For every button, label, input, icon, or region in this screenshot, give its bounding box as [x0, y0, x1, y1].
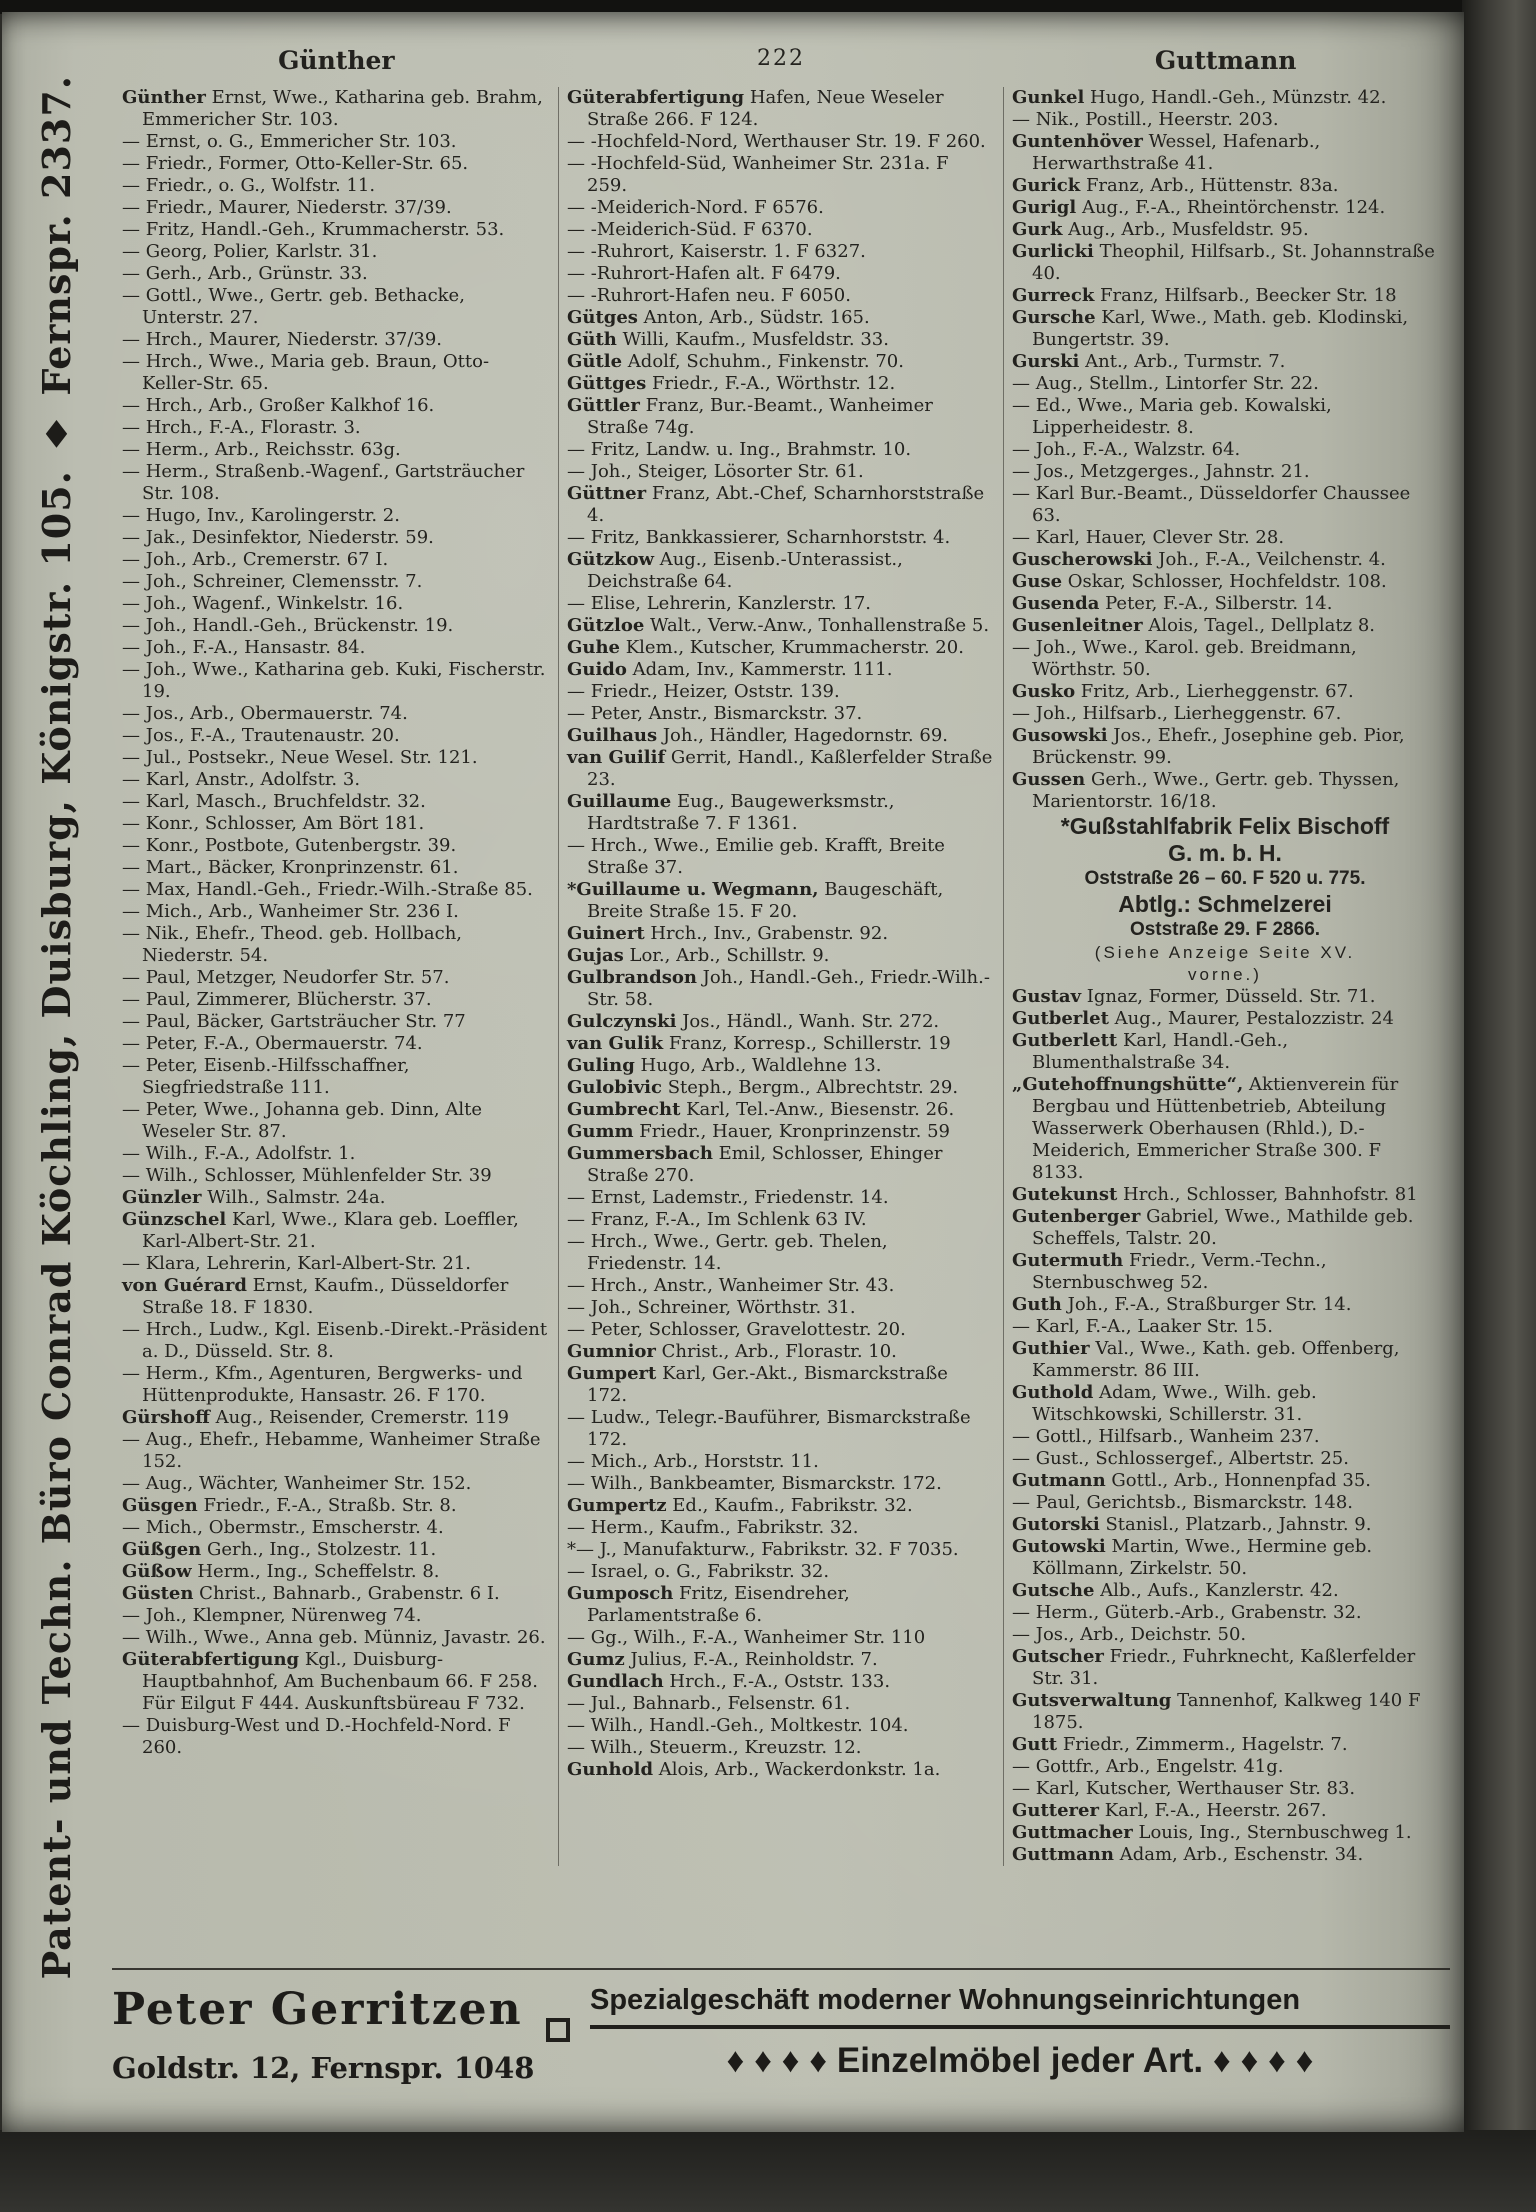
directory-entry: — Joh., F.-A., Hansastr. 84.: [122, 637, 366, 658]
advert-gerritzen: [112, 1984, 542, 2085]
directory-entry: Gumm Friedr., Hauer, Kronprinzenstr. 59: [567, 1121, 950, 1142]
directory-entry: Gujas Lor., Arb., Schillstr. 9.: [567, 945, 830, 966]
directory-entry: — -Ruhrort-Hafen alt. F 6479.: [567, 263, 841, 284]
entry-surname: Gusko: [1012, 681, 1076, 702]
entry-surname: Gutmann: [1012, 1470, 1106, 1491]
directory-entry: Guillaume Eug., Baugewerksmstr., Hardtstraße 7. F 1361.: [567, 791, 895, 834]
entry-surname: Gujas: [567, 945, 624, 966]
directory-entry: Gurick Franz, Arb., Hüttenstr. 83a.: [1012, 175, 1339, 196]
directory-entry: Guling Hugo, Arb., Waldlehne 13.: [567, 1055, 882, 1076]
directory-entry: Gunkel Hugo, Handl.-Geh., Münzstr. 42.: [1012, 87, 1387, 108]
directory-entry: — -Meiderich-Süd. F 6370.: [567, 219, 813, 240]
directory-entry: — Aug., Stellm., Lintorfer Str. 22.: [1012, 373, 1319, 394]
entry-surname: Guinert: [567, 923, 645, 944]
directory-entry: — Friedr., o. G., Wolfstr. 11.: [122, 175, 376, 196]
entry-surname: Gutowski: [1012, 1536, 1106, 1557]
directory-entry: — Jos., Metzgerges., Jahnstr. 21.: [1012, 461, 1310, 482]
directory-entry: Gutberlett Karl, Handl.-Geh., Blumenthalstraße 34.: [1012, 1030, 1289, 1073]
directory-entry: Güsgen Friedr., F.-A., Straßb. Str. 8.: [122, 1495, 457, 1516]
directory-entry: — Max, Handl.-Geh., Friedr.-Wilh.-Straße 85.: [122, 879, 533, 900]
directory-entry: Gusenleitner Alois, Tagel., Dellplatz 8.: [1012, 615, 1376, 636]
directory-entry: — Herm., Kfm., Agenturen, Bergwerks- und Hüttenprodukte, Hansastr. 26. F 170.: [122, 1363, 523, 1406]
directory-entry: Gütges Anton, Arb., Südstr. 165.: [567, 307, 870, 328]
entry-surname: Güterabfertigung: [122, 1649, 300, 1670]
directory-entry: Güßow Herm., Ing., Scheffelstr. 8.: [122, 1561, 440, 1582]
advert-gerritzen-address: Goldstr. 12, Fernspr. 1048: [112, 2051, 535, 2085]
entry-surname: Gussen: [1012, 769, 1086, 790]
entry-surname: Gumbrecht: [567, 1099, 681, 1120]
directory-entry: *— J., Manufakturw., Fabrikstr. 32. F 7035.: [567, 1539, 959, 1560]
entry-surname: Gutsche: [1012, 1580, 1095, 1601]
directory-column: [558, 87, 1003, 1866]
directory-entry: Gutermuth Friedr., Verm.-Techn., Sternbuschweg 52.: [1012, 1250, 1327, 1293]
entry-surname: Guscherowski: [1012, 549, 1153, 570]
directory-entry: — Paul, Zimmerer, Blücherstr. 37.: [122, 989, 432, 1010]
directory-entry: — Hugo, Inv., Karolingerstr. 2.: [122, 505, 400, 526]
directory-entry: Guthier Val., Wwe., Kath. geb. Offenberg, Kammerstr. 86 III.: [1012, 1338, 1400, 1381]
directory-entry: Gumbrecht Karl, Tel.-Anw., Biesenstr. 26.: [567, 1099, 955, 1120]
directory-entry: — Peter, Schlosser, Gravelottestr. 20.: [567, 1319, 906, 1340]
entry-surname: Oststraße 29. F 2866.: [1129, 919, 1321, 940]
entry-surname: Gulobivic: [567, 1077, 662, 1098]
page-content: [114, 46, 1448, 1866]
directory-entry: van Gulik Franz, Korresp., Schillerstr. 19: [567, 1033, 951, 1054]
directory-entry: — -Hochfeld-Süd, Wanheimer Str. 231a. F 259.: [567, 153, 949, 196]
side-advertisement: [2, 76, 110, 1978]
directory-entry: — Gottl., Wwe., Gertr. geb. Bethacke, Unterstr. 27.: [122, 285, 465, 328]
entry-surname: Guido: [567, 659, 627, 680]
directory-entry: — Herm., Güterb.-Arb., Grabenstr. 32.: [1012, 1602, 1362, 1623]
entry-surname: Abtlg.: Schmelzerei: [1118, 891, 1332, 917]
entry-surname: Guilhaus: [567, 725, 658, 746]
directory-entry: — Jos., Arb., Obermauerstr. 74.: [122, 703, 408, 724]
directory-entry: — Karl, Kutscher, Werthauser Str. 83.: [1012, 1778, 1356, 1799]
directory-entry: Gutsverwaltung Tannenhof, Kalkweg 140 F 1875.: [1012, 1690, 1421, 1733]
entry-surname: Gurigl: [1012, 197, 1077, 218]
entry-surname: Gurk: [1012, 219, 1063, 240]
entry-surname: Günther: [122, 87, 206, 108]
entry-surname: Gütges: [567, 307, 638, 328]
entry-surname: Guhe: [567, 637, 620, 658]
entry-surname: Gurlicki: [1012, 241, 1094, 262]
entry-surname: Günzler: [122, 1187, 202, 1208]
side-advertisement-text: Patent- und Techn. Büro Conrad Köchling, Duisburg, Königstr. 105. ♦ Fernspr. 2337.: [33, 74, 79, 1980]
directory-entry: — Hrch., Wwe., Gertr. geb. Thelen, Friedenstr. 14.: [567, 1231, 888, 1274]
directory-entry: Guttmann Adam, Arb., Eschenstr. 34.: [1012, 1844, 1364, 1865]
directory-entry: — Wilh., Steuerm., Kreuzstr. 12.: [567, 1737, 862, 1758]
directory-entry: — Ernst, Lademstr., Friedenstr. 14.: [567, 1187, 889, 1208]
directory-entry: — Peter, F.-A., Obermauerstr. 74.: [122, 1033, 423, 1054]
directory-entry: — Friedr., Heizer, Oststr. 139.: [567, 681, 840, 702]
directory-page: [2, 12, 1464, 2132]
directory-entry: — Joh., Schreiner, Clemensstr. 7.: [122, 571, 423, 592]
entry-surname: Gutberlett: [1012, 1030, 1118, 1051]
directory-entry: Gursche Karl, Wwe., Math. geb. Klodinski, Bungertstr. 39.: [1012, 307, 1409, 350]
entry-surname: Guttmann: [1012, 1844, 1114, 1865]
directory-entry: — Konr., Schlosser, Am Bört 181.: [122, 813, 425, 834]
entry-surname: Gurski: [1012, 351, 1080, 372]
directory-entry: — Karl, F.-A., Laaker Str. 15.: [1012, 1316, 1273, 1337]
directory-entry: Gusenda Peter, F.-A., Silberstr. 14.: [1012, 593, 1333, 614]
directory-entry: — Nik., Ehefr., Theod. geb. Hollbach, Niederstr. 54.: [122, 923, 463, 966]
entry-surname: Guse: [1012, 571, 1063, 592]
directory-entry: Gurk Aug., Arb., Musfeldstr. 95.: [1012, 219, 1309, 240]
directory-entry: Gutscher Friedr., Fuhrknecht, Kaßlerfelder Str. 31.: [1012, 1646, 1416, 1689]
directory-entry: — Wilh., Handl.-Geh., Moltkestr. 104.: [567, 1715, 909, 1736]
entry-surname: Güth: [567, 329, 617, 350]
directory-entry: Günzler Wilh., Salmstr. 24a.: [122, 1187, 386, 1208]
directory-entry: Guthold Adam, Wwe., Wilh. geb. Witschkowski, Schillerstr. 31.: [1012, 1382, 1317, 1425]
entry-surname: Gützkow: [567, 549, 654, 570]
directory-entry: — Gg., Wilh., F.-A., Wanheimer Str. 110: [567, 1627, 926, 1648]
directory-entry: Gutterer Karl, F.-A., Heerstr. 267.: [1012, 1800, 1327, 1821]
entry-surname: Gumz: [567, 1649, 625, 1670]
directory-entry: — Fritz, Bankkassierer, Scharnhorststr. 4.: [567, 527, 951, 548]
directory-entry: Gutsche Alb., Aufs., Kanzlerstr. 42.: [1012, 1580, 1339, 1601]
entry-surname: Güttner: [567, 483, 647, 504]
directory-entry: Güth Willi, Kaufm., Musfeldstr. 33.: [567, 329, 889, 350]
directory-entry: — Karl, Masch., Bruchfeldstr. 32.: [122, 791, 426, 812]
directory-entry: — Hrch., Wwe., Maria geb. Braun, Otto-Keller-Str. 65.: [122, 351, 490, 394]
entry-surname: Gurick: [1012, 175, 1081, 196]
directory-entry: — Hrch., Anstr., Wanheimer Str. 43.: [567, 1275, 895, 1296]
directory-entry: [1012, 840, 1438, 867]
directory-entry: — Nik., Postill., Heerstr. 203.: [1012, 109, 1279, 130]
directory-entry: — Ludw., Telegr.-Bauführer, Bismarckstraße 172.: [567, 1407, 971, 1450]
entry-surname: Guttmacher: [1012, 1822, 1133, 1843]
entry-surname: Gütle: [567, 351, 623, 372]
entry-surname: Gutberlet: [1012, 1008, 1109, 1029]
directory-entry: — Joh., Klempner, Nürenweg 74.: [122, 1605, 422, 1626]
directory-entry: — Fritz, Handl.-Geh., Krummacherstr. 53.: [122, 219, 505, 240]
scan-edge-right: [1462, 0, 1536, 2212]
directory-entry: Gützkow Aug., Eisenb.-Unterassist., Deichstraße 64.: [567, 549, 903, 592]
entry-surname: Gumpertz: [567, 1495, 667, 1516]
directory-entry: Güttner Franz, Abt.-Chef, Scharnhorststraße 4.: [567, 483, 985, 526]
entry-surname: Gursche: [1012, 307, 1096, 328]
directory-entry: — Joh., Arb., Cremerstr. 67 I.: [122, 549, 389, 570]
entry-surname: Gutt: [1012, 1734, 1058, 1755]
entry-surname: Gusowski: [1012, 725, 1108, 746]
directory-entry: Gutowski Martin, Wwe., Hermine geb. Köllmann, Zirkelstr. 50.: [1012, 1536, 1373, 1579]
entry-surname: Guthier: [1012, 1338, 1090, 1359]
entry-surname: Guillaume: [567, 791, 672, 812]
directory-entry: *Guillaume u. Wegmann, Baugeschäft, Breite Straße 15. F 20.: [567, 879, 944, 922]
entry-surname: Gusenda: [1012, 593, 1100, 614]
directory-entry: — Elise, Lehrerin, Kanzlerstr. 17.: [567, 593, 871, 614]
directory-entry: — Aug., Ehefr., Hebamme, Wanheimer Straße 152.: [122, 1429, 541, 1472]
entry-surname: Oststraße 26 – 60. F 520 u. 775.: [1084, 868, 1366, 889]
entry-surname: Gundlach: [567, 1671, 664, 1692]
directory-entry: Gütle Adolf, Schuhm., Finkenstr. 70.: [567, 351, 904, 372]
directory-entry: — Peter, Eisenb.-Hilfsschaffner, Siegfriedstraße 111.: [122, 1055, 410, 1098]
entry-surname: *Gußstahlfabrik Felix Bischoff: [1060, 813, 1390, 839]
directory-entry: — Joh., Steiger, Lösorter Str. 61.: [567, 461, 864, 482]
directory-entry: „Gutehoffnungshütte“, Aktienverein für Bergbau und Hüttenbetrieb, Abteilung Wasserwerk Oberhausen (Rhld.), D.-Meiderich, Emmericher Straße 300. F 8133.: [1012, 1074, 1399, 1183]
directory-entry: — Herm., Kaufm., Fabrikstr. 32.: [567, 1517, 859, 1538]
directory-entry: — Wilh., Schlosser, Mühlenfelder Str. 39: [122, 1165, 492, 1186]
directory-entry: van Guilif Gerrit, Handl., Kaßlerfelder Straße 23.: [567, 747, 993, 790]
directory-entry: Gumnior Christ., Arb., Florastr. 10.: [567, 1341, 897, 1362]
advert-furniture-line1: Spezialgeschäft moderner Wohnungseinrichtungen: [590, 1984, 1450, 2029]
directory-entry: Gutt Friedr., Zimmerm., Hagelstr. 7.: [1012, 1734, 1348, 1755]
scan-edge-bottom: [0, 2130, 1536, 2212]
entry-surname: Gutscher: [1012, 1646, 1104, 1667]
directory-entry: Gumposch Fritz, Eisendreher, Parlamentstraße 6.: [567, 1583, 850, 1626]
entry-surname: von Guérard: [122, 1275, 247, 1296]
entry-surname: Güsgen: [122, 1495, 198, 1516]
entry-surname: Güttler: [567, 395, 640, 416]
directory-entry: Gutekunst Hrch., Schlosser, Bahnhofstr. 81: [1012, 1184, 1418, 1205]
directory-columns: [114, 87, 1448, 1866]
directory-entry: Guse Oskar, Schlosser, Hochfeldstr. 108.: [1012, 571, 1387, 592]
directory-entry: Gumz Julius, F.-A., Reinholdstr. 7.: [567, 1649, 878, 1670]
directory-entry: Gützloe Walt., Verw.-Anw., Tonhallenstraße 5.: [567, 615, 990, 636]
directory-entry: — -Ruhrort-Hafen neu. F 6050.: [567, 285, 851, 306]
directory-entry: — Karl, Anstr., Adolfstr. 3.: [122, 769, 361, 790]
entry-surname: Güterabfertigung: [567, 87, 745, 108]
directory-entry: — Wilh., Wwe., Anna geb. Münniz, Javastr. 26.: [122, 1627, 546, 1648]
page-header: [114, 46, 1448, 75]
entry-surname: Gunhold: [567, 1759, 654, 1780]
directory-entry: Guscherowski Joh., F.-A., Veilchenstr. 4.: [1012, 549, 1386, 570]
directory-entry: Gustav Ignaz, Former, Düsseld. Str. 71.: [1012, 986, 1376, 1007]
entry-surname: Gutermuth: [1012, 1250, 1124, 1271]
directory-entry: von Guérard Ernst, Kaufm., Düsseldorfer Straße 18. F 1830.: [122, 1275, 509, 1318]
directory-entry: — Peter, Anstr., Bismarckstr. 37.: [567, 703, 863, 724]
directory-entry: Gurreck Franz, Hilfsarb., Beecker Str. 18: [1012, 285, 1397, 306]
directory-entry: Gurski Ant., Arb., Turmstr. 7.: [1012, 351, 1286, 372]
directory-entry: Gutmann Gottl., Arb., Honnenpfad 35.: [1012, 1470, 1372, 1491]
directory-entry: Gurigl Aug., F.-A., Rheintörchenstr. 124.: [1012, 197, 1386, 218]
advert-divider-rule: [112, 1968, 1450, 1970]
entry-surname: Gulczynski: [567, 1011, 677, 1032]
entry-surname: Guthold: [1012, 1382, 1094, 1403]
directory-column: [114, 87, 558, 1866]
entry-surname: Guntenhöver: [1012, 131, 1143, 152]
directory-entry: — Joh., F.-A., Walzstr. 64.: [1012, 439, 1241, 460]
directory-entry: (Siehe Anzeige Seite XV.: [1094, 943, 1356, 962]
directory-entry: — Jos., Arb., Deichstr. 50.: [1012, 1624, 1247, 1645]
directory-entry: — Joh., Wagenf., Winkelstr. 16.: [122, 593, 404, 614]
directory-entry: — Israel, o. G., Fabrikstr. 32.: [567, 1561, 830, 1582]
entry-surname: Güsten: [122, 1583, 194, 1604]
entry-surname: Gustav: [1012, 986, 1082, 1007]
directory-entry: Gutberlet Aug., Maurer, Pestalozzistr. 24: [1012, 1008, 1394, 1029]
directory-entry: — Hrch., Arb., Großer Kalkhof 16.: [122, 395, 435, 416]
directory-entry: — Joh., Schreiner, Wörthstr. 31.: [567, 1297, 856, 1318]
directory-entry: Gunhold Alois, Arb., Wackerdonkstr. 1a.: [567, 1759, 941, 1780]
directory-entry: — Mich., Obermstr., Emscherstr. 4.: [122, 1517, 444, 1538]
directory-entry: — Mich., Arb., Horststr. 11.: [567, 1451, 819, 1472]
directory-entry: — Joh., Handl.-Geh., Brückenstr. 19.: [122, 615, 454, 636]
advert-gerritzen-name: Peter Gerritzen: [112, 1984, 523, 2035]
directory-entry: — Hrch., Wwe., Emilie geb. Krafft, Breite Straße 37.: [567, 835, 945, 878]
page-number: 222: [757, 46, 805, 71]
directory-entry: — Friedr., Former, Otto-Keller-Str. 65.: [122, 153, 469, 174]
entry-surname: *Guillaume u. Wegmann,: [567, 879, 819, 900]
directory-entry: [1012, 867, 1438, 891]
entry-surname: Güttges: [567, 373, 647, 394]
directory-entry: — Joh., Hilfsarb., Lierheggenstr. 67.: [1012, 703, 1342, 724]
directory-entry: Guhe Klem., Kutscher, Krummacherstr. 20.: [567, 637, 964, 658]
directory-entry: Gusko Fritz, Arb., Lierheggenstr. 67.: [1012, 681, 1354, 702]
directory-entry: Güsten Christ., Bahnarb., Grabenstr. 6 I.: [122, 1583, 500, 1604]
entry-surname: „Gutehoffnungshütte“,: [1012, 1074, 1244, 1095]
directory-entry: vorne.): [1188, 965, 1262, 984]
header-right-keyword: Guttmann: [1154, 46, 1297, 75]
directory-entry: — Jos., F.-A., Trautenaustr. 20.: [122, 725, 400, 746]
entry-surname: Gutorski: [1012, 1514, 1100, 1535]
directory-column: [1003, 87, 1448, 1866]
directory-entry: — Joh., Wwe., Karol. geb. Breidmann, Wörthstr. 50.: [1012, 637, 1357, 680]
entry-surname: Gürshoff: [122, 1407, 210, 1428]
entry-surname: Gunkel: [1012, 87, 1085, 108]
directory-entry: — Karl, Hauer, Clever Str. 28.: [1012, 527, 1285, 548]
directory-entry: Gurlicki Theophil, Hilfsarb., St. Johannstraße 40.: [1012, 241, 1435, 284]
entry-surname: Gumnior: [567, 1341, 656, 1362]
entry-surname: G. m. b. H.: [1168, 840, 1282, 866]
entry-surname: Guth: [1012, 1294, 1062, 1315]
directory-entry: — Herm., Straßenb.-Wagenf., Gartsträucher Str. 108.: [122, 461, 525, 504]
directory-entry: Gulobivic Steph., Bergm., Albrechtstr. 29.: [567, 1077, 959, 1098]
directory-entry: Gulbrandson Joh., Handl.-Geh., Friedr.-Wilh.-Str. 58.: [567, 967, 990, 1010]
directory-entry: — Georg, Polier, Karlstr. 31.: [122, 241, 378, 262]
entry-surname: Gusenleitner: [1012, 615, 1143, 636]
directory-entry: — Paul, Bäcker, Gartsträucher Str. 77: [122, 1011, 466, 1032]
entry-surname: Guling: [567, 1055, 635, 1076]
directory-entry: Guilhaus Joh., Händler, Hagedornstr. 69.: [567, 725, 948, 746]
directory-entry: — Wilh., Bankbeamter, Bismarckstr. 172.: [567, 1473, 942, 1494]
directory-entry: Gusowski Jos., Ehefr., Josephine geb. Pior, Brückenstr. 99.: [1012, 725, 1405, 768]
entry-surname: Gumpert: [567, 1363, 657, 1384]
directory-entry: — Paul, Metzger, Neudorfer Str. 57.: [122, 967, 450, 988]
entry-surname: van Gulik: [567, 1033, 664, 1054]
directory-entry: — Joh., Wwe., Katharina geb. Kuki, Fischerstr. 19.: [122, 659, 546, 702]
directory-entry: Gumpertz Ed., Kaufm., Fabrikstr. 32.: [567, 1495, 913, 1516]
directory-entry: — Gust., Schlossergef., Albertstr. 25.: [1012, 1448, 1349, 1469]
directory-entry: Güßgen Gerh., Ing., Stolzestr. 11.: [122, 1539, 437, 1560]
directory-entry: — Hrch., F.-A., Florastr. 3.: [122, 417, 361, 438]
entry-surname: Gutenberger: [1012, 1206, 1141, 1227]
directory-entry: — Duisburg-West und D.-Hochfeld-Nord. F 260.: [122, 1715, 511, 1758]
directory-entry: Guido Adam, Inv., Kammerstr. 111.: [567, 659, 893, 680]
directory-entry: [1012, 813, 1438, 840]
ornament-box-icon: [546, 2018, 570, 2042]
directory-entry: — -Meiderich-Nord. F 6576.: [567, 197, 824, 218]
entry-surname: Güßow: [122, 1561, 192, 1582]
directory-entry: Gummersbach Emil, Schlosser, Ehinger Straße 270.: [567, 1143, 943, 1186]
directory-entry: Gundlach Hrch., F.-A., Oststr. 133.: [567, 1671, 891, 1692]
directory-entry: — -Hochfeld-Nord, Werthauser Str. 19. F 260.: [567, 131, 986, 152]
directory-entry: — Franz, F.-A., Im Schlenk 63 IV.: [567, 1209, 867, 1230]
directory-entry: Günzschel Karl, Wwe., Klara geb. Loeffler, Karl-Albert-Str. 21.: [122, 1209, 519, 1252]
directory-entry: — Wilh., F.-A., Adolfstr. 1.: [122, 1143, 356, 1164]
directory-entry: Guttmacher Louis, Ing., Sternbuschweg 1.: [1012, 1822, 1412, 1843]
directory-entry: — Mich., Arb., Wanheimer Str. 236 I.: [122, 901, 459, 922]
directory-entry: — Konr., Postbote, Gutenbergstr. 39.: [122, 835, 457, 856]
header-left-keyword: Günther: [278, 46, 395, 75]
entry-surname: Gurreck: [1012, 285, 1095, 306]
entry-surname: Gumposch: [567, 1583, 674, 1604]
directory-entry: — Jul., Bahnarb., Felsenstr. 61.: [567, 1693, 851, 1714]
directory-entry: Güttler Franz, Bur.-Beamt., Wanheimer Straße 74g.: [567, 395, 933, 438]
directory-entry: Guth Joh., F.-A., Straßburger Str. 14.: [1012, 1294, 1352, 1315]
entry-surname: van Guilif: [567, 747, 666, 768]
entry-surname: Gutsverwaltung: [1012, 1690, 1172, 1711]
entry-surname: Gutekunst: [1012, 1184, 1118, 1205]
directory-entry: — Fritz, Landw. u. Ing., Brahmstr. 10.: [567, 439, 912, 460]
directory-entry: Guinert Hrch., Inv., Grabenstr. 92.: [567, 923, 889, 944]
directory-entry: — Peter, Wwe., Johanna geb. Dinn, Alte Weseler Str. 87.: [122, 1099, 482, 1142]
directory-entry: — Hrch., Maurer, Niederstr. 37/39.: [122, 329, 443, 350]
directory-entry: Güterabfertigung Hafen, Neue Weseler Straße 266. F 124.: [567, 87, 944, 130]
directory-entry: Gumpert Karl, Ger.-Akt., Bismarckstraße 172.: [567, 1363, 948, 1406]
directory-entry: Gürshoff Aug., Reisender, Cremerstr. 119: [122, 1407, 509, 1428]
directory-entry: — Ernst, o. G., Emmericher Str. 103.: [122, 131, 457, 152]
directory-entry: Gutenberger Gabriel, Wwe., Mathilde geb. Scheffels, Talstr. 20.: [1012, 1206, 1414, 1249]
directory-entry: Güttges Friedr., F.-A., Wörthstr. 12.: [567, 373, 896, 394]
advert-furniture: [590, 1984, 1450, 2081]
directory-entry: — Karl Bur.-Beamt., Düsseldorfer Chaussee 63.: [1012, 483, 1411, 526]
directory-entry: Gutorski Stanisl., Platzarb., Jahnstr. 9.: [1012, 1514, 1372, 1535]
directory-entry: — Jul., Postsekr., Neue Wesel. Str. 121.: [122, 747, 478, 768]
entry-surname: Gützloe: [567, 615, 645, 636]
entry-surname: Günzschel: [122, 1209, 227, 1230]
directory-entry: — Jak., Desinfektor, Niederstr. 59.: [122, 527, 434, 548]
entry-surname: Gumm: [567, 1121, 634, 1142]
directory-entry: — Gottl., Hilfsarb., Wanheim 237.: [1012, 1426, 1320, 1447]
directory-entry: Gussen Gerh., Wwe., Gertr. geb. Thyssen, Marientorstr. 16/18.: [1012, 769, 1400, 812]
directory-entry: — Gerh., Arb., Grünstr. 33.: [122, 263, 368, 284]
directory-entry: — Paul, Gerichtsb., Bismarckstr. 148.: [1012, 1492, 1354, 1513]
bottom-advertisement: [112, 1968, 1450, 2085]
directory-entry: Guntenhöver Wessel, Hafenarb., Herwarthstraße 41.: [1012, 131, 1321, 174]
directory-entry: [1012, 891, 1438, 918]
directory-entry: Günther Ernst, Wwe., Katharina geb. Brahm, Emmericher Str. 103.: [122, 87, 543, 130]
directory-entry: — Gottfr., Arb., Engelstr. 41g.: [1012, 1756, 1284, 1777]
directory-entry: — Friedr., Maurer, Niederstr. 37/39.: [122, 197, 452, 218]
directory-entry: Güterabfertigung Kgl., Duisburg-Hauptbahnhof, Am Buchenbaum 66. F 258. Für Eilgut F 444. Auskunftsbüreau F 732.: [122, 1649, 538, 1714]
directory-entry: — Mart., Bäcker, Kronprinzenstr. 61.: [122, 857, 459, 878]
directory-entry: — Herm., Arb., Reichsstr. 63g.: [122, 439, 401, 460]
entry-surname: Gutterer: [1012, 1800, 1099, 1821]
directory-entry: [1012, 918, 1438, 942]
directory-entry: — Klara, Lehrerin, Karl-Albert-Str. 21.: [122, 1253, 472, 1274]
directory-entry: Gulczynski Jos., Händl., Wanh. Str. 272.: [567, 1011, 940, 1032]
directory-entry: — Hrch., Ludw., Kgl. Eisenb.-Direkt.-Präsident a. D., Düsseld. Str. 8.: [122, 1319, 548, 1362]
advert-furniture-line2: ♦ ♦ ♦ ♦ Einzelmöbel jeder Art. ♦ ♦ ♦ ♦: [726, 2041, 1314, 2080]
entry-surname: Gummersbach: [567, 1143, 713, 1164]
directory-entry: — Aug., Wächter, Wanheimer Str. 152.: [122, 1473, 472, 1494]
directory-entry: — -Ruhrort, Kaiserstr. 1. F 6327.: [567, 241, 866, 262]
entry-surname: Güßgen: [122, 1539, 202, 1560]
directory-entry: — Ed., Wwe., Maria geb. Kowalski, Lipperheidestr. 8.: [1012, 395, 1332, 438]
entry-surname: Gulbrandson: [567, 967, 697, 988]
